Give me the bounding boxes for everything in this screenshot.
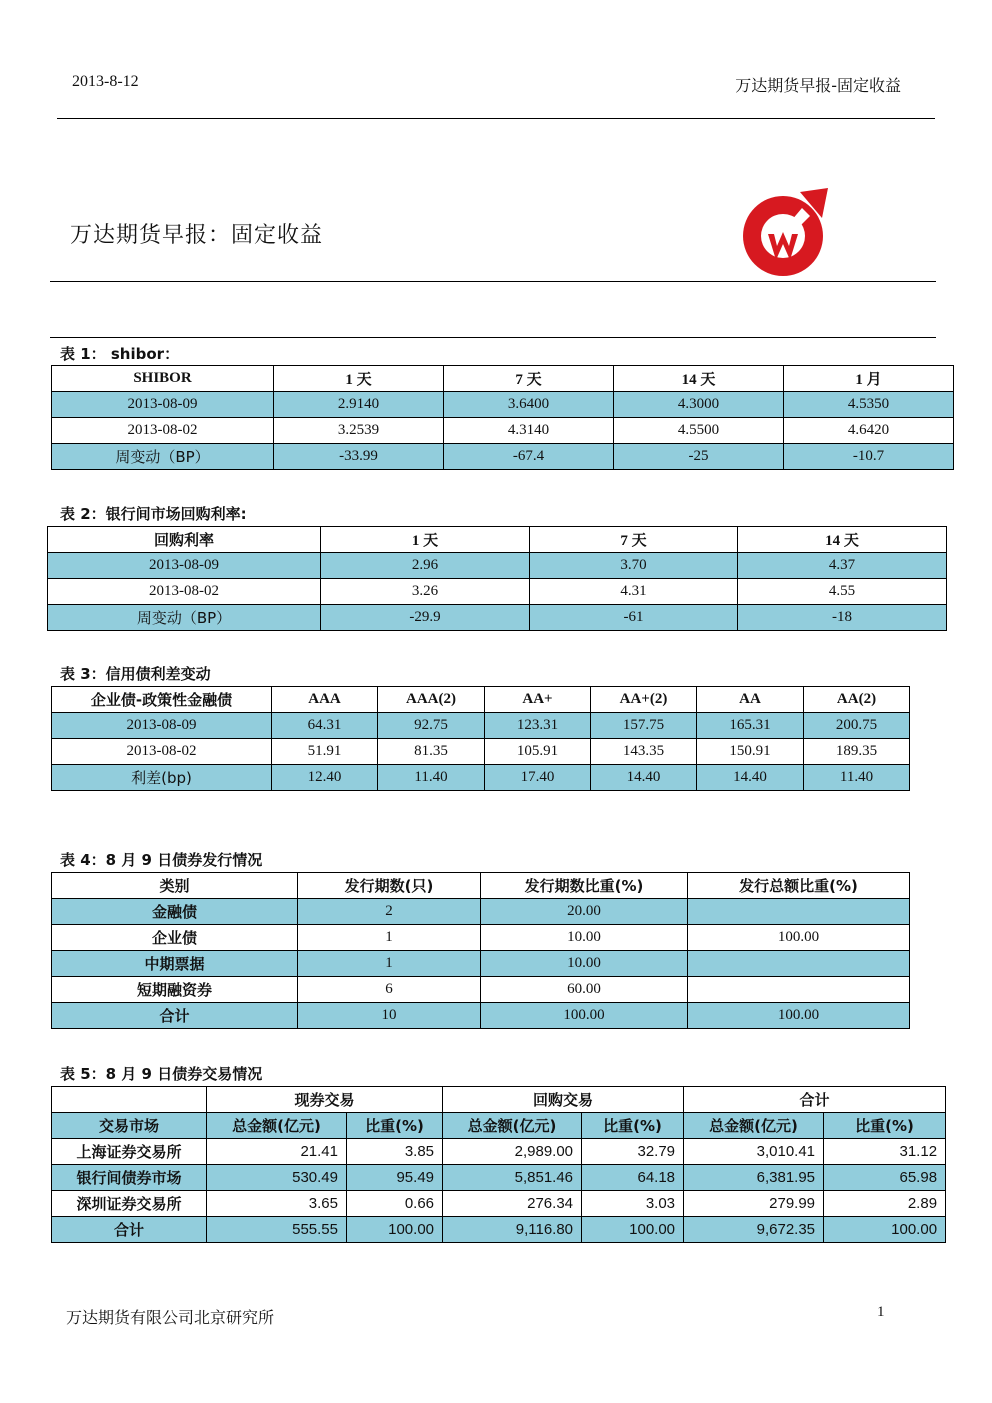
table-cell: 276.34 (443, 1191, 582, 1217)
table-cell: 150.91 (697, 739, 804, 765)
table-header-cell: AA (697, 687, 804, 713)
table-cell (688, 951, 910, 977)
table-cell: 2.9140 (274, 392, 444, 418)
table-cell: 3.26 (321, 579, 530, 605)
table-row (52, 1217, 946, 1243)
table-cell: -18 (738, 605, 947, 631)
header-date: 2013-8-12 (72, 73, 139, 90)
table-cell: 金融债 (52, 899, 298, 925)
table-cell: 4.5350 (784, 392, 954, 418)
table-header-cell: 回购利率 (48, 527, 321, 553)
repo-rate-table (47, 526, 947, 631)
table-cell: 1 (298, 925, 481, 951)
table-cell: 2,989.00 (443, 1139, 582, 1165)
table-row (52, 1165, 946, 1191)
table-row (48, 553, 947, 579)
table-cell: 4.37 (738, 553, 947, 579)
header-report-name: 万达期货早报-固定收益 (735, 76, 901, 95)
table-cell: 95.49 (347, 1165, 443, 1191)
table-cell: 3.03 (582, 1191, 684, 1217)
table-header-cell: 企业债-政策性金融债 (52, 687, 272, 713)
table-cell: 14.40 (591, 765, 697, 791)
table-cell: 100.00 (481, 1003, 688, 1029)
page-number: 1 (877, 1304, 885, 1320)
table-header-cell: 比重(%) (824, 1113, 946, 1139)
table-group-header-cell: 合计 (684, 1087, 946, 1113)
table-cell: 2013-08-02 (52, 739, 272, 765)
table-cell: -67.4 (444, 444, 614, 470)
table-cell: 189.35 (804, 739, 910, 765)
table-cell: 利差(bp) (52, 765, 272, 791)
table-cell: 深圳证券交易所 (52, 1191, 207, 1217)
table-cell: -61 (530, 605, 738, 631)
table-cell: 短期融资券 (52, 977, 298, 1003)
table-cell: 中期票据 (52, 951, 298, 977)
page-title: 万达期货早报：固定收益 (70, 223, 324, 248)
table-cell: 6,381.95 (684, 1165, 824, 1191)
table-cell: 92.75 (378, 713, 485, 739)
table-cell: 0.66 (347, 1191, 443, 1217)
section-rule (50, 337, 936, 338)
table-header-cell: 发行期数比重(%) (481, 873, 688, 899)
table-header-cell: 14 天 (614, 366, 784, 392)
table-cell: 60.00 (481, 977, 688, 1003)
table-cell: 4.3140 (444, 418, 614, 444)
table-row (52, 739, 910, 765)
table-header-cell: 比重(%) (582, 1113, 684, 1139)
table-cell: -25 (614, 444, 784, 470)
table-row (48, 605, 947, 631)
table-cell: 17.40 (485, 765, 591, 791)
table-cell: 5,851.46 (443, 1165, 582, 1191)
table-header-cell: 发行期数(只) (298, 873, 481, 899)
table-group-header-cell: 回购交易 (443, 1087, 684, 1113)
table-cell: 100.00 (688, 925, 910, 951)
table-cell: 3.85 (347, 1139, 443, 1165)
table-cell: 65.98 (824, 1165, 946, 1191)
table-header-cell: AA+ (485, 687, 591, 713)
table-row (52, 444, 954, 470)
table-cell: 11.40 (804, 765, 910, 791)
table-cell: 14.40 (697, 765, 804, 791)
table-cell: 4.55 (738, 579, 947, 605)
table-cell: 530.49 (207, 1165, 347, 1191)
table-header-cell: 总金额(亿元) (443, 1113, 582, 1139)
table-cell: 合计 (52, 1217, 207, 1243)
table-cell: 279.99 (684, 1191, 824, 1217)
table-cell: 合计 (52, 1003, 298, 1029)
table5-caption: 表 5：8 月 9 日债券交易情况 (60, 1065, 263, 1083)
table-cell: 31.12 (824, 1139, 946, 1165)
table-header-cell: 7 天 (530, 527, 738, 553)
table-header-cell: AA+(2) (591, 687, 697, 713)
table-row (52, 392, 954, 418)
table-header-cell: AAA(2) (378, 687, 485, 713)
table-cell: 32.79 (582, 1139, 684, 1165)
wanda-futures-logo-icon (740, 188, 830, 278)
table-row (52, 1139, 946, 1165)
table-cell: 100.00 (347, 1217, 443, 1243)
table-cell: 555.55 (207, 1217, 347, 1243)
table-row (52, 977, 910, 1003)
table1-caption: 表 1： shibor： (60, 345, 180, 363)
table-cell: 6 (298, 977, 481, 1003)
table-cell: 81.35 (378, 739, 485, 765)
table-cell (688, 899, 910, 925)
table-cell: 100.00 (824, 1217, 946, 1243)
table-header-cell: 7 天 (444, 366, 614, 392)
table-header-cell: 比重(%) (347, 1113, 443, 1139)
table4-caption: 表 4：8 月 9 日债券发行情况 (60, 851, 263, 869)
table-header-cell: 类别 (52, 873, 298, 899)
table-cell: 上海证券交易所 (52, 1139, 207, 1165)
table-cell: 21.41 (207, 1139, 347, 1165)
table-cell: 4.6420 (784, 418, 954, 444)
table-cell: 2.96 (321, 553, 530, 579)
table-header-cell: 1 天 (321, 527, 530, 553)
table-cell: -29.9 (321, 605, 530, 631)
shibor-table (51, 365, 954, 470)
table-header-cell: 总金额(亿元) (207, 1113, 347, 1139)
table-cell: 4.5500 (614, 418, 784, 444)
table-header-cell: 总金额(亿元) (684, 1113, 824, 1139)
table-row (52, 925, 910, 951)
table-row (52, 713, 910, 739)
table-group-header-cell (52, 1087, 207, 1113)
table-row (48, 579, 947, 605)
table-group-header-cell: 现券交易 (207, 1087, 443, 1113)
table-header-cell: AA(2) (804, 687, 910, 713)
table-cell: 周变动（BP） (48, 605, 321, 631)
table-cell: 143.35 (591, 739, 697, 765)
table-cell: 10.00 (481, 951, 688, 977)
table-cell: 2.89 (824, 1191, 946, 1217)
table-cell: 9,672.35 (684, 1217, 824, 1243)
table-cell: 64.31 (272, 713, 378, 739)
table-cell: 2 (298, 899, 481, 925)
table-header-cell: AAA (272, 687, 378, 713)
table-cell: 周变动（BP） (52, 444, 274, 470)
bond-trading-table (51, 1086, 946, 1243)
table-cell: 3,010.41 (684, 1139, 824, 1165)
table-cell: 10.00 (481, 925, 688, 951)
table-cell: 2013-08-09 (48, 553, 321, 579)
table-cell: 2013-08-09 (52, 713, 272, 739)
table-cell (688, 977, 910, 1003)
table-header-cell: 1 月 (784, 366, 954, 392)
table-cell: -33.99 (274, 444, 444, 470)
table-header-cell: 14 天 (738, 527, 947, 553)
table-cell: 2013-08-02 (52, 418, 274, 444)
table-row (52, 1003, 910, 1029)
table-cell: 3.2539 (274, 418, 444, 444)
table-cell: 157.75 (591, 713, 697, 739)
table-row (52, 1191, 946, 1217)
table-cell: -10.7 (784, 444, 954, 470)
table-cell: 3.6400 (444, 392, 614, 418)
table-cell: 银行间债券市场 (52, 1165, 207, 1191)
table-row (52, 951, 910, 977)
table-header-cell: 交易市场 (52, 1113, 207, 1139)
bond-issuance-table (51, 872, 910, 1029)
table-cell: 64.18 (582, 1165, 684, 1191)
table-cell: 20.00 (481, 899, 688, 925)
table-cell: 2013-08-02 (48, 579, 321, 605)
table-cell: 企业债 (52, 925, 298, 951)
table-cell: 4.3000 (614, 392, 784, 418)
table-header-cell: SHIBOR (52, 366, 274, 392)
table-cell: 51.91 (272, 739, 378, 765)
table-cell: 1 (298, 951, 481, 977)
table-cell: 11.40 (378, 765, 485, 791)
table-cell: 3.65 (207, 1191, 347, 1217)
table-cell: 2013-08-09 (52, 392, 274, 418)
table-cell: 165.31 (697, 713, 804, 739)
table-cell: 3.70 (530, 553, 738, 579)
table-cell: 123.31 (485, 713, 591, 739)
table-cell: 100.00 (582, 1217, 684, 1243)
credit-spread-table (51, 686, 910, 791)
table-cell: 4.31 (530, 579, 738, 605)
table-cell: 12.40 (272, 765, 378, 791)
footer-company: 万达期货有限公司北京研究所 (66, 1308, 275, 1327)
table2-caption: 表 2：银行间市场回购利率: (60, 505, 247, 523)
table-cell: 105.91 (485, 739, 591, 765)
table3-caption: 表 3：信用债利差变动 (60, 665, 211, 683)
table-header-cell: 1 天 (274, 366, 444, 392)
table-row (52, 765, 910, 791)
header-rule (57, 118, 935, 119)
table-cell: 9,116.80 (443, 1217, 582, 1243)
table-row (52, 418, 954, 444)
title-rule (50, 281, 936, 282)
table-cell: 200.75 (804, 713, 910, 739)
table-header-cell: 发行总额比重(%) (688, 873, 910, 899)
table-row (52, 899, 910, 925)
table-cell: 10 (298, 1003, 481, 1029)
table-cell: 100.00 (688, 1003, 910, 1029)
